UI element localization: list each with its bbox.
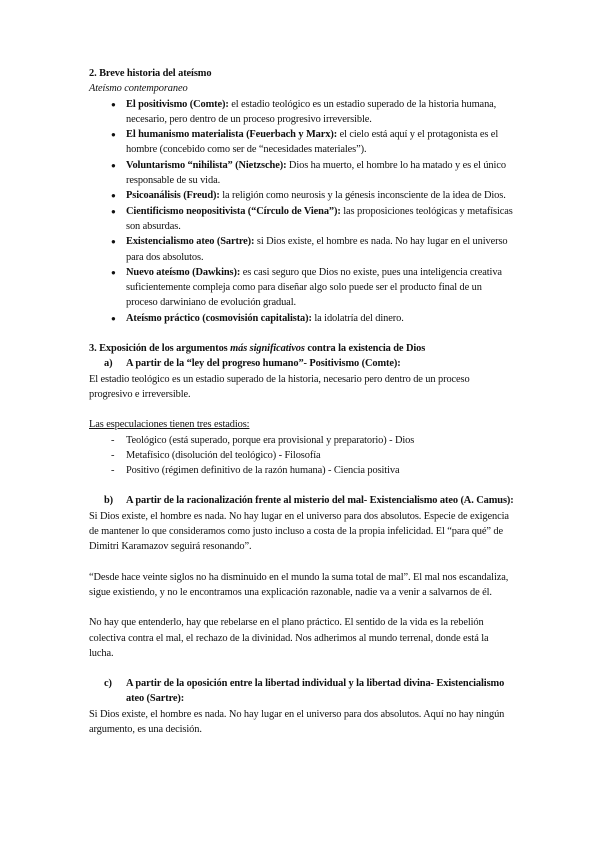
subsection-label: a) [104, 358, 113, 370]
subsection-title-text: A partir de la oposición entre la libertad individual y la libertad divina- Existencialismo ateo (Sartre): [126, 678, 505, 705]
bullet-text: si Dios existe, el hombre es nada. No hay lugar en el universo para dos absolutos. [126, 236, 508, 263]
section-2-subtitle: Ateísmo contemporaneo [89, 83, 188, 95]
stages-title: Las especulaciones tienen tres estadios: [89, 419, 250, 431]
list-item [89, 97, 514, 128]
bullet-text: el cielo está aquí y el protagonista es el hombre (concebido como ser de “necesidades materiales”). [126, 129, 499, 156]
bullet-text: el estadio teológico es un estadio superado de la historia humana, necesario, pero dentro de un proceso progresivo irreversible. [126, 98, 497, 125]
bullet-text: es casi seguro que Dios no existe, pues una inteligencia creativa suficientemente compleja como para diseñar algo solo puede ser el producto final de un proceso darwiniano de evolución gradual. [126, 266, 502, 309]
list-item: - Teológico (está superado, porque era provisional y preparatorio) - Dios [89, 433, 514, 448]
bullet-term: Existencialismo ateo (Sartre): [126, 236, 255, 248]
subsection-b-title [89, 493, 514, 508]
subsection-a-paragraph: El estadio teológico es un estadio superado de la historia, necesario pero dentro de un proceso progresivo e irreversible. [89, 373, 470, 400]
list-item: - Positivo (régimen definitivo de la razón humana) - Ciencia positiva [89, 463, 514, 478]
subsection-a-title [89, 356, 514, 371]
document-page [89, 66, 514, 737]
bullet-term: Psicoanálisis (Freud): [126, 190, 220, 202]
bullet-text: las proposiciones teológicas y metafísicas son absurdas. [126, 205, 513, 232]
subsection-title-text: A partir de la racionalización frente al misterio del mal- Existencialismo ateo (A. Camus): [126, 495, 514, 507]
subsection-label: b) [104, 495, 114, 507]
subsection-c-paragraph: Si Dios existe, el hombre es nada. No hay lugar en el universo para dos absolutos. Aquí no hay ningún argumento, es una decisión. [89, 708, 505, 735]
bullet-term: El humanismo materialista (Feuerbach y Marx): [126, 129, 338, 141]
section-3-heading [89, 341, 514, 356]
list-item [89, 311, 514, 326]
section-3-heading-part: 3. Exposición de los argumentos [89, 343, 231, 355]
list-item [89, 158, 514, 189]
bullet-text: la religión como neurosis y la génesis inconsciente de la idea de Dios. [219, 190, 506, 202]
atheism-bullet-list [89, 97, 514, 326]
section-3-heading-part: contra la existencia de Dios [304, 343, 426, 355]
list-item [89, 127, 514, 158]
bullet-term: Ateísmo práctico (cosmovisión capitalista): [126, 312, 312, 324]
subsection-title-text: A partir de la “ley del progreso humano”- Positivismo (Comte): [126, 358, 401, 370]
bullet-term: Cientificismo neopositivista (“Círculo de Viena”): [126, 205, 341, 217]
list-item [89, 265, 514, 311]
bullet-term: Nuevo ateísmo (Dawkins): [126, 266, 241, 278]
subsection-label: c) [104, 678, 112, 690]
section-2-heading: 2. Breve historia del ateísmo [89, 68, 212, 79]
stages-list [89, 433, 514, 479]
subsection-b-paragraph-1: Si Dios existe, el hombre es nada. No hay lugar en el universo para dos absolutos. Especie de exigencia de mantener lo que consideramos como justo incluso a costa de la propia infelicidad. El “para qué” de Dimitri Karamazov seguirá resonando”. [89, 510, 509, 553]
bullet-term: Voluntarismo “nihilista” (Nietzsche): [126, 159, 287, 171]
list-item: - Metafísico (disolución del teológico) - Filosofía [89, 448, 514, 463]
list-item [89, 204, 514, 235]
list-item [89, 234, 514, 265]
subsection-b-paragraph-3: No hay que entenderlo, hay que rebelarse en el plano práctico. El sentido de la vida es la rebelión colectiva contra el mal, el rechazo de la divinidad. Nos adherimos al mundo terrenal, donde está la lucha. [89, 617, 489, 659]
subsection-b-paragraph-2: “Desde hace veinte siglos no ha disminuido en el mundo la suma total de mal”. El mal nos escandaliza, sigue existiendo, y no le encontramos una explicación razonable, nadie va a venir a salvarnos de él. [89, 571, 509, 598]
subsection-c-title [89, 676, 514, 707]
list-item [89, 188, 514, 203]
bullet-text: Dios ha muerto, el hombre lo ha matado y es el único responsable de su vida. [126, 159, 506, 187]
section-3-heading-italic: más significativos [230, 343, 305, 355]
bullet-text: la idolatría del dinero. [311, 312, 404, 324]
bullet-term: El positivismo (Comte): [126, 98, 229, 110]
